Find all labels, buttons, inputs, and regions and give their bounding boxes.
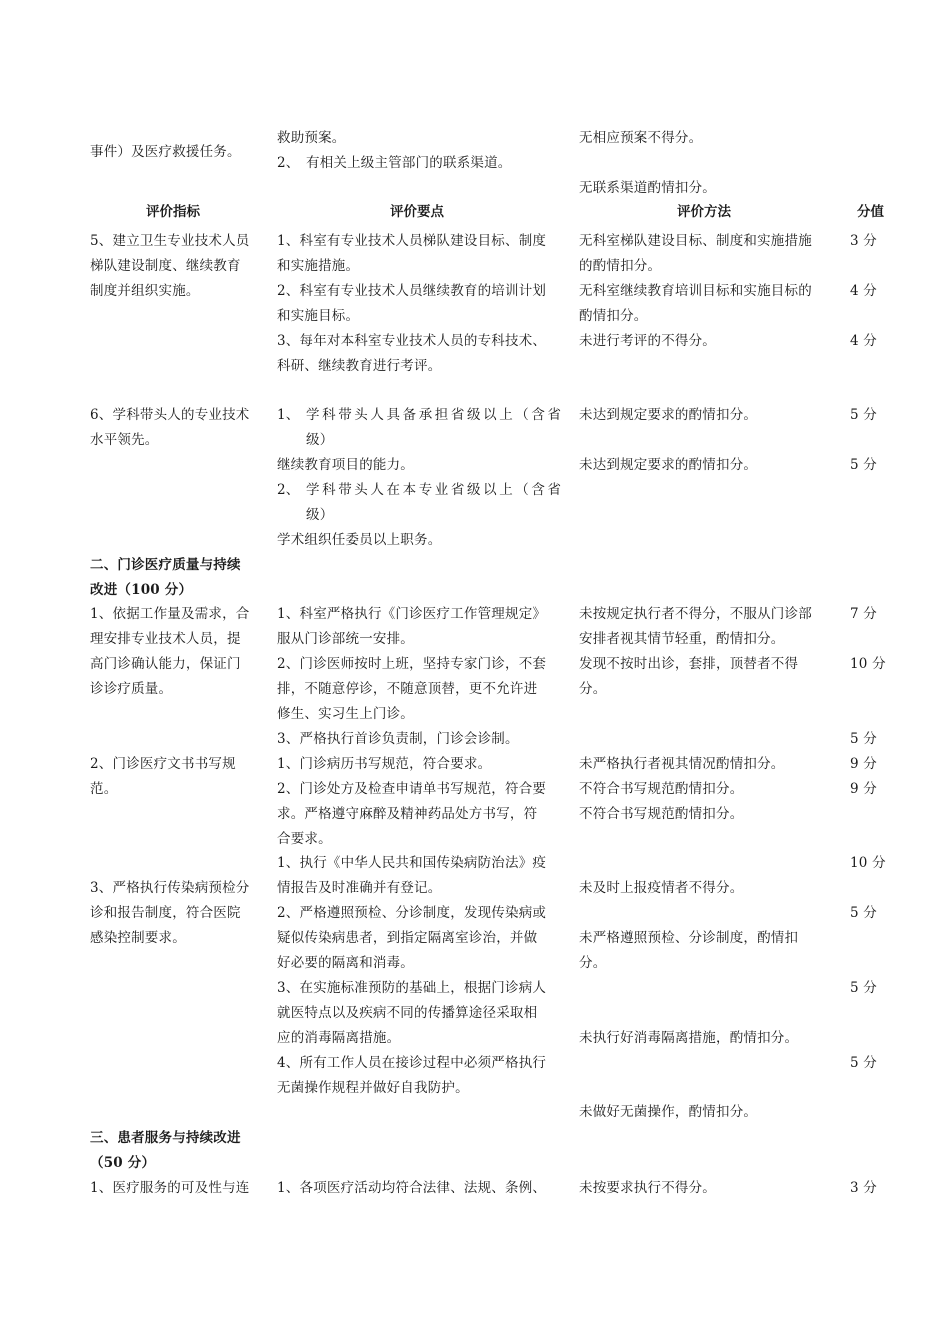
point-line: 服从门诊部统一安排。 bbox=[277, 631, 414, 647]
point-line: 就医特点以及疾病不同的传播算途径采取相 bbox=[277, 1005, 538, 1021]
point-line: 求。严格遵守麻醉及精神药品处方书写，符 bbox=[277, 806, 538, 822]
point-line: 3、严格执行首诊负责制，门诊会诊制。 bbox=[277, 731, 519, 747]
method-line: 的酌情扣分。 bbox=[579, 258, 662, 274]
method-line: 不符合书写规范酌情扣分。 bbox=[579, 781, 744, 797]
point-line: 情报告及时准确并有登记。 bbox=[277, 880, 442, 896]
point-line: 无菌操作规程并做好自我防护。 bbox=[277, 1080, 469, 1096]
indicator-line: 梯队建设制度、继续教育 bbox=[90, 258, 241, 274]
indicator-line: 3、严格执行传染病预检分 bbox=[90, 880, 250, 896]
point-line: 1、各项医疗活动均符合法律、法规、条例、 bbox=[277, 1180, 547, 1196]
indicator-line: 诊和报告制度，符合医院 bbox=[90, 905, 241, 921]
score-value: 5 分 bbox=[850, 1055, 877, 1071]
score-value: 5 分 bbox=[850, 980, 877, 996]
method-line: 分。 bbox=[579, 955, 607, 971]
point-line: 修生、实习生上门诊。 bbox=[277, 706, 414, 722]
header-score: 分值 bbox=[857, 204, 884, 220]
point-line: 排，不随意停诊，不随意顶替，更不允许进 bbox=[277, 681, 538, 697]
score-value: 10 分 bbox=[850, 855, 886, 871]
point-line: 继续教育项目的能力。 bbox=[277, 457, 414, 473]
point-line: 1、科室严格执行《门诊医疗工作管理规定》 bbox=[277, 606, 547, 622]
point-number: 2、 bbox=[277, 482, 300, 498]
score-value: 4 分 bbox=[850, 333, 877, 349]
method-line: 未执行好消毒隔离措施，酌情扣分。 bbox=[579, 1030, 799, 1046]
point-line: 和实施措施。 bbox=[277, 258, 360, 274]
score-value: 4 分 bbox=[850, 283, 877, 299]
indicator-line: 范。 bbox=[90, 781, 118, 797]
indicator-line: 2、门诊医疗文书书写规 bbox=[90, 756, 236, 772]
indicator-line: 制度并组织实施。 bbox=[90, 283, 200, 299]
point-line: 1、执行《中华人民共和国传染病防治法》疫 bbox=[277, 855, 547, 871]
point-line: 2、严格遵照预检、分诊制度，发现传染病或 bbox=[277, 905, 547, 921]
score-value: 3 分 bbox=[850, 233, 877, 249]
point-line: 学科带头人具备承担省级以上（含省 bbox=[306, 407, 564, 423]
method-line: 未严格遵照预检、分诊制度，酌情扣 bbox=[579, 930, 799, 946]
point-number: 1、 bbox=[277, 407, 300, 423]
method-line: 无科室梯队建设目标、制度和实施措施 bbox=[579, 233, 812, 249]
point-line: 3、在实施标准预防的基础上，根据门诊病人 bbox=[277, 980, 547, 996]
indicator-line: 理安排专业技术人员，提 bbox=[90, 631, 241, 647]
score-value: 5 分 bbox=[850, 731, 877, 747]
top-point-line: 有相关上级主管部门的联系渠道。 bbox=[306, 155, 512, 171]
method-line: 发现不按时出诊，套排，顶替者不得 bbox=[579, 656, 799, 672]
point-line: 2、科室有专业技术人员继续教育的培训计划 bbox=[277, 283, 547, 299]
method-line: 分。 bbox=[579, 681, 607, 697]
score-value: 5 分 bbox=[850, 407, 877, 423]
section-title: 三、患者服务与持续改进 bbox=[90, 1130, 241, 1146]
method-line: 未严格执行者视其情况酌情扣分。 bbox=[579, 756, 785, 772]
method-line: 酌情扣分。 bbox=[579, 308, 648, 324]
header-indicator: 评价指标 bbox=[146, 204, 200, 220]
indicator-line: 诊诊疗质量。 bbox=[90, 681, 173, 697]
section-title: （50 分） bbox=[90, 1155, 156, 1171]
point-line: 应的消毒隔离措施。 bbox=[277, 1030, 401, 1046]
point-line: 级） bbox=[306, 432, 334, 448]
method-line: 不符合书写规范酌情扣分。 bbox=[579, 806, 744, 822]
method-line: 未按要求执行不得分。 bbox=[579, 1180, 716, 1196]
score-value: 9 分 bbox=[850, 756, 877, 772]
point-line: 好必要的隔离和消毒。 bbox=[277, 955, 414, 971]
indicator-line: 水平领先。 bbox=[90, 432, 159, 448]
point-line: 4、所有工作人员在接诊过程中必须严格执行 bbox=[277, 1055, 547, 1071]
indicator-line: 5、建立卫生专业技术人员 bbox=[90, 233, 250, 249]
method-line: 未达到规定要求的酌情扣分。 bbox=[579, 457, 758, 473]
point-line: 1、科室有专业技术人员梯队建设目标、制度 bbox=[277, 233, 547, 249]
indicator-line: 1、依据工作量及需求，合 bbox=[90, 606, 250, 622]
point-line: 1、门诊病历书写规范，符合要求。 bbox=[277, 756, 492, 772]
indicator-line: 1、医疗服务的可及性与连 bbox=[90, 1180, 250, 1196]
point-line: 学术组织任委员以上职务。 bbox=[277, 532, 442, 548]
point-line: 学科带头人在本专业省级以上（含省 bbox=[306, 482, 564, 498]
score-value: 5 分 bbox=[850, 905, 877, 921]
top-indicator-line: 事件）及医疗救援任务。 bbox=[90, 144, 241, 160]
top-method-line: 无联系渠道酌情扣分。 bbox=[579, 180, 716, 196]
point-line: 3、每年对本科室专业技术人员的专科技术、 bbox=[277, 333, 547, 349]
score-value: 3 分 bbox=[850, 1180, 877, 1196]
header-points: 评价要点 bbox=[390, 204, 444, 220]
indicator-line: 6、学科带头人的专业技术 bbox=[90, 407, 250, 423]
indicator-line: 感染控制要求。 bbox=[90, 930, 186, 946]
score-value: 5 分 bbox=[850, 457, 877, 473]
point-line: 2、门诊医师按时上班，坚持专家门诊，不套 bbox=[277, 656, 547, 672]
indicator-line: 高门诊确认能力，保证门 bbox=[90, 656, 241, 672]
method-line: 未进行考评的不得分。 bbox=[579, 333, 716, 349]
section-title: 改进（100 分） bbox=[90, 582, 193, 598]
top-point-number: 2、 bbox=[277, 155, 300, 171]
point-line: 科研、继续教育进行考评。 bbox=[277, 358, 442, 374]
point-line: 2、门诊处方及检查申请单书写规范，符合要 bbox=[277, 781, 547, 797]
method-line: 未达到规定要求的酌情扣分。 bbox=[579, 407, 758, 423]
section-title: 二、门诊医疗质量与持续 bbox=[90, 557, 241, 573]
method-line: 未及时上报疫情者不得分。 bbox=[579, 880, 744, 896]
method-line: 无科室继续教育培训目标和实施目标的 bbox=[579, 283, 812, 299]
score-value: 10 分 bbox=[850, 656, 886, 672]
method-line: 未按规定执行者不得分，不服从门诊部 bbox=[579, 606, 812, 622]
score-value: 7 分 bbox=[850, 606, 877, 622]
header-method: 评价方法 bbox=[677, 204, 731, 220]
top-point-line: 救助预案。 bbox=[277, 130, 346, 146]
top-method-line: 无相应预案不得分。 bbox=[579, 130, 703, 146]
point-line: 和实施目标。 bbox=[277, 308, 360, 324]
point-line: 合要求。 bbox=[277, 831, 332, 847]
method-line: 未做好无菌操作，酌情扣分。 bbox=[579, 1104, 758, 1120]
method-line: 安排者视其情节轻重，酌情扣分。 bbox=[579, 631, 785, 647]
score-value: 9 分 bbox=[850, 781, 877, 797]
point-line: 级） bbox=[306, 507, 334, 523]
point-line: 疑似传染病患者，到指定隔离室诊治，并做 bbox=[277, 930, 538, 946]
